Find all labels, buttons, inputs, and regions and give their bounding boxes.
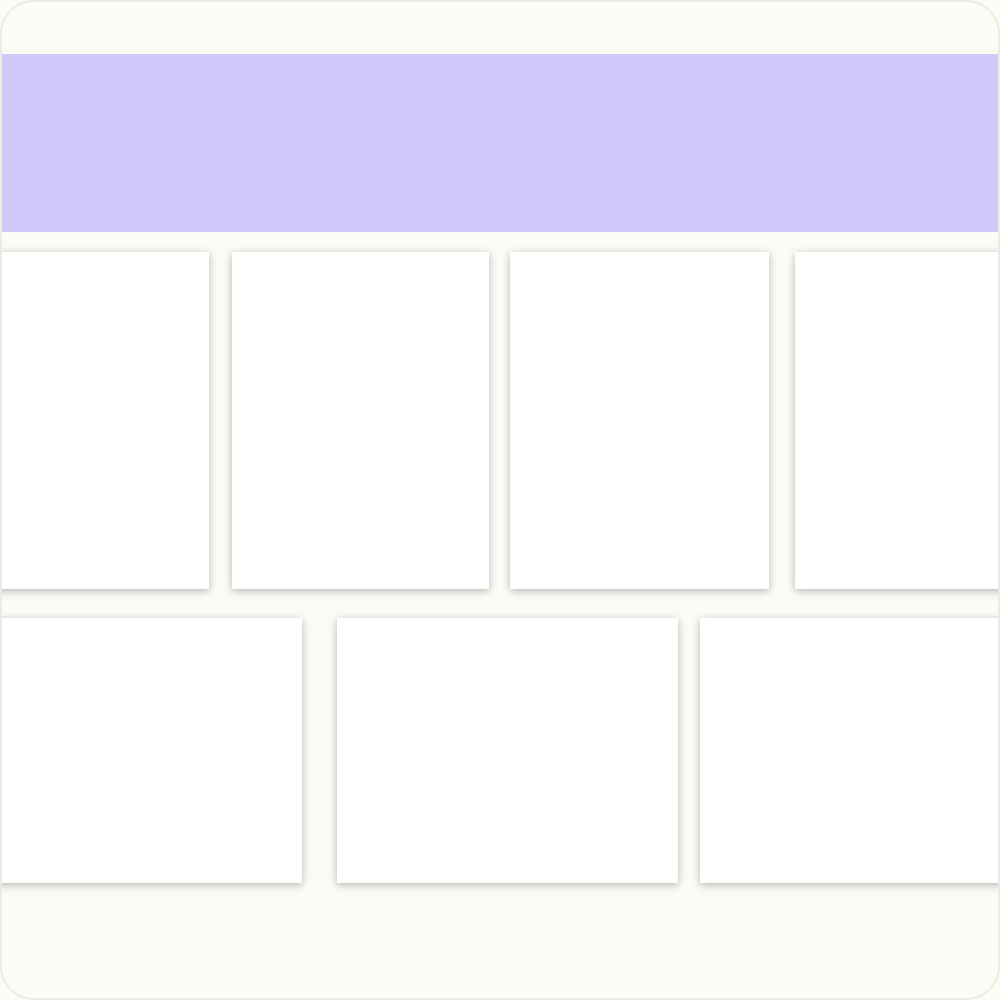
easter-day-card[interactable]: [0, 252, 209, 589]
intro-banner: [2, 54, 1000, 232]
fathers-day-card[interactable]: [510, 252, 769, 589]
valentines-day-horizontal-card[interactable]: [700, 618, 1000, 883]
mothers-day-horizontal-card[interactable]: [0, 618, 302, 883]
fathers-day-horizontal-card[interactable]: [337, 618, 678, 883]
thanksgiving-day-card[interactable]: [232, 252, 489, 589]
mothers-day-card[interactable]: [795, 252, 1000, 589]
